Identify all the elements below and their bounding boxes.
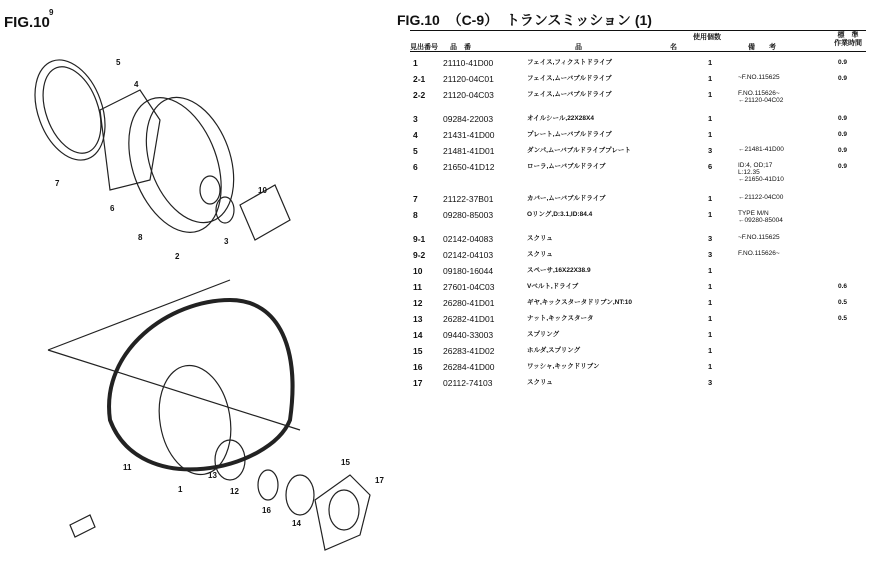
table-row xyxy=(410,111,866,127)
table-row xyxy=(410,311,866,327)
part-name: ダンパ,ムーバブルドライブプレート xyxy=(527,147,631,154)
work-time: 0.9 xyxy=(838,59,848,66)
part-number: 21122-37B01 xyxy=(443,194,494,204)
part-name: スクリュ xyxy=(527,235,553,242)
callout: 8 xyxy=(138,233,143,242)
row-number: 2-2 xyxy=(413,90,426,100)
part-name: スクリュ xyxy=(527,251,553,258)
row-number: 16 xyxy=(413,362,423,372)
callout: 6 xyxy=(110,204,115,213)
table-row xyxy=(410,191,866,207)
table-row xyxy=(410,263,866,279)
quantity: 1 xyxy=(708,58,713,67)
callout: 4 xyxy=(134,80,139,89)
header-name-a: 品 xyxy=(575,44,582,51)
table-row xyxy=(410,127,866,143)
part-number: 02112-74103 xyxy=(443,378,493,388)
parts-table xyxy=(410,55,866,391)
row-number: 2-1 xyxy=(413,74,426,84)
header-name-b: 名 xyxy=(670,44,677,51)
remarks: ←21122-04C00 xyxy=(738,194,784,201)
row-number: 13 xyxy=(413,314,423,324)
remarks: ←21481-41D00 xyxy=(738,146,784,153)
row-number: 4 xyxy=(413,130,418,140)
part-name: ホルダ,スプリング xyxy=(527,347,581,354)
row-number: 9-1 xyxy=(413,234,426,244)
quantity: 1 xyxy=(708,346,713,355)
table-row xyxy=(410,55,866,71)
part-name: オイルシール,22X28X4 xyxy=(527,115,594,122)
quantity: 1 xyxy=(708,298,713,307)
row-number: 6 xyxy=(413,162,418,172)
work-time: 0.5 xyxy=(838,315,848,322)
quantity: 1 xyxy=(708,74,713,83)
part-number: 26284-41D00 xyxy=(443,362,495,372)
part-number: 21481-41D01 xyxy=(443,146,495,156)
quantity: 1 xyxy=(708,362,713,371)
row-number: 17 xyxy=(413,378,423,388)
quantity: 1 xyxy=(708,194,713,203)
work-time: 0.9 xyxy=(838,131,848,138)
callout: 9 xyxy=(49,8,54,17)
part-name: フェイス,ムーバブルドライブ xyxy=(527,91,612,98)
part-name: プレート,ムーバブルドライブ xyxy=(527,131,612,138)
page-title: FIG.10 （C-9） トランスミッション (1) xyxy=(397,12,652,28)
row-number: 7 xyxy=(413,194,418,204)
part-number: 26282-41D01 xyxy=(443,314,495,324)
part-name: Vベルト,ドライブ xyxy=(527,283,579,290)
callout: 5 xyxy=(116,58,121,67)
part-number: 26280-41D01 xyxy=(443,298,495,308)
table-row xyxy=(410,231,866,247)
exploded-diagram xyxy=(0,0,400,561)
callout: 13 xyxy=(208,471,217,480)
quantity: 1 xyxy=(708,210,713,219)
part-number: 09284-22003 xyxy=(443,114,494,124)
table-row xyxy=(410,359,866,375)
row-number: 9-2 xyxy=(413,250,426,260)
remarks: TYPE M/N ←09280-85004 xyxy=(738,210,783,224)
remarks: ~F.NO.115625 xyxy=(738,234,780,241)
row-number: 12 xyxy=(413,298,423,308)
work-time: 0.5 xyxy=(838,299,848,306)
table-row xyxy=(410,71,866,87)
part-name: フェイス,フィクストドライブ xyxy=(527,59,612,66)
quantity: 1 xyxy=(708,330,713,339)
quantity: 1 xyxy=(708,90,713,99)
row-number: 11 xyxy=(413,282,422,292)
table-row xyxy=(410,327,866,343)
quantity: 3 xyxy=(708,146,713,155)
row-number: 15 xyxy=(413,346,423,356)
quantity: 1 xyxy=(708,130,713,139)
work-time: 0.9 xyxy=(838,147,848,154)
part-number: 09440-33003 xyxy=(443,330,494,340)
figure-label: FIG.10 xyxy=(4,14,50,31)
remarks: ID:4, OD;17 L:12.35 ←21650-41D10 xyxy=(738,162,784,183)
table-row xyxy=(410,247,866,263)
callout: 12 xyxy=(230,487,239,496)
quantity: 1 xyxy=(708,282,713,291)
callout: 17 xyxy=(375,476,384,485)
part-number: 09280-85003 xyxy=(443,210,494,220)
part-name: フェイス,ムーバブルドライブ xyxy=(527,75,612,82)
part-number: 21650-41D12 xyxy=(443,162,495,172)
callout: 15 xyxy=(341,458,350,467)
table-row xyxy=(410,159,866,191)
quantity: 1 xyxy=(708,314,713,323)
part-number: 21120-04C03 xyxy=(443,90,494,100)
part-number: 21120-04C01 xyxy=(443,74,494,84)
part-number: 27601-04C03 xyxy=(443,282,495,292)
header-part-no: 品 番 xyxy=(450,44,471,51)
row-number: 14 xyxy=(413,330,423,340)
part-name: ナット,キックスタータ xyxy=(527,315,594,322)
work-time: 0.9 xyxy=(838,75,848,82)
table-row xyxy=(410,375,866,391)
part-number: 09180-16044 xyxy=(443,266,494,276)
part-name: スクリュ xyxy=(527,379,553,386)
quantity: 3 xyxy=(708,234,713,243)
part-number: 02142-04083 xyxy=(443,234,494,244)
part-name: スペーサ,16X22X38.9 xyxy=(527,267,591,274)
callout: 3 xyxy=(224,237,229,246)
callout: 16 xyxy=(262,506,271,515)
quantity: 6 xyxy=(708,162,713,171)
part-number: 02142-04103 xyxy=(443,250,494,260)
quantity: 1 xyxy=(708,114,713,123)
remarks: F.NO.115626~ xyxy=(738,250,780,257)
quantity: 3 xyxy=(708,378,713,387)
table-row xyxy=(410,143,866,159)
table-row xyxy=(410,343,866,359)
table-header xyxy=(410,31,866,52)
table-row xyxy=(410,207,866,231)
table-row xyxy=(410,295,866,311)
callout: 14 xyxy=(292,519,301,528)
remarks: ~F.NO.115625 xyxy=(738,74,780,81)
row-number: 8 xyxy=(413,210,418,220)
header-no: 見出番号 xyxy=(410,44,438,51)
part-name: Oリング,D:3.1,ID:84.4 xyxy=(527,211,593,218)
callout: 10 xyxy=(258,186,267,195)
callout: 1 xyxy=(178,485,183,494)
work-time: 0.9 xyxy=(838,163,848,170)
work-time: 0.9 xyxy=(838,115,848,122)
part-name: ローラ,ムーバブルドライブ xyxy=(527,163,606,170)
part-number: 26283-41D02 xyxy=(443,346,495,356)
quantity: 1 xyxy=(708,266,713,275)
callout: 11 xyxy=(123,463,132,472)
part-number: 21110-41D00 xyxy=(443,58,494,68)
part-name: スプリング xyxy=(527,331,560,338)
row-number: 1 xyxy=(413,58,418,68)
part-name: ギヤ,キックスタータドリブン,NT:10 xyxy=(527,299,632,306)
header-time: 標 準 作業時間 xyxy=(834,32,862,47)
part-name: カバー,ムーバブルドライブ xyxy=(527,195,606,202)
part-name: ワッシャ,キックドリブン xyxy=(527,363,600,370)
header-remarks: 備 考 xyxy=(748,44,776,51)
row-number: 3 xyxy=(413,114,418,124)
remarks: F.NO.115626~ ←21120-04C02 xyxy=(738,90,784,104)
work-time: 0.6 xyxy=(838,283,848,290)
row-number: 5 xyxy=(413,146,418,156)
table-row xyxy=(410,279,866,295)
callout: 2 xyxy=(175,252,180,261)
quantity: 3 xyxy=(708,250,713,259)
header-qty: 使用個数 xyxy=(693,34,721,41)
callout: 7 xyxy=(55,179,60,188)
part-number: 21431-41D00 xyxy=(443,130,495,140)
row-number: 10 xyxy=(413,266,423,276)
table-row xyxy=(410,87,866,111)
